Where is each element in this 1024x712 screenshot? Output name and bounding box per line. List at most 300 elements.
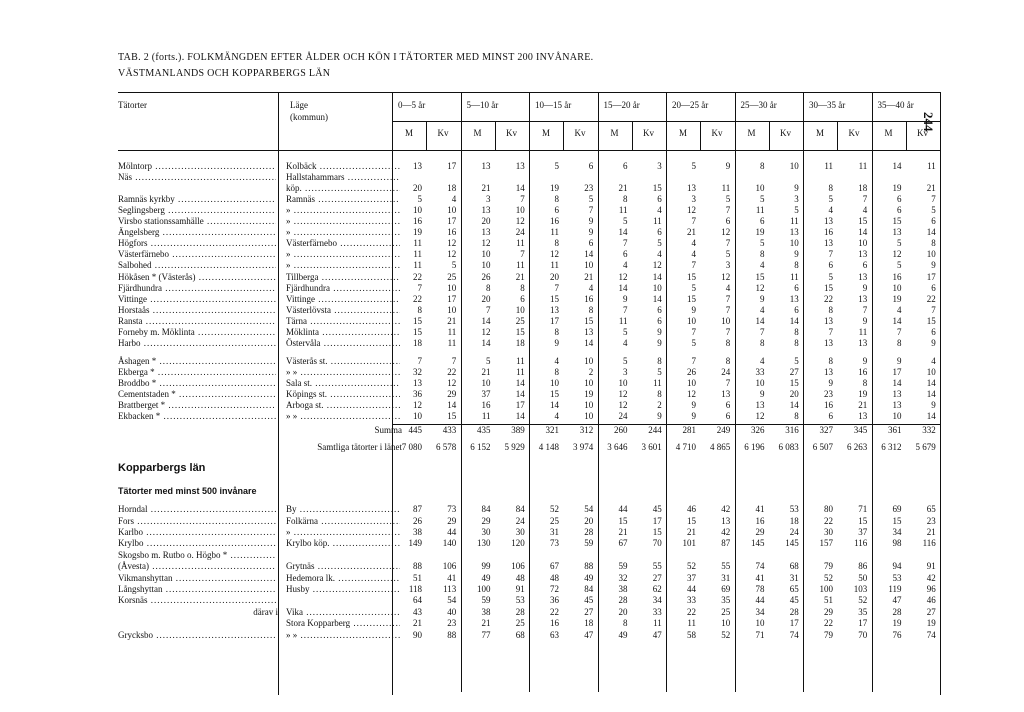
row-place: Skogsbo m. Rutbo o. Högbo * ..... (118, 550, 276, 561)
row-value: 38 (481, 606, 491, 617)
row-value: 15 (550, 293, 559, 304)
row-value: 12 (447, 238, 457, 249)
row-value: 9 (931, 337, 936, 348)
row-value: 19 (892, 183, 902, 194)
row-value: 74 (926, 629, 936, 640)
row-value: 13 (824, 315, 833, 326)
row-value: 5 (451, 260, 457, 271)
row-value: 4 (897, 304, 902, 315)
row-value: 8 (862, 377, 868, 388)
row-comm: Vika ..... (286, 607, 400, 618)
row-value: 15 (413, 326, 422, 337)
row-value: 28 (584, 526, 594, 537)
row-value: 7 (691, 260, 696, 271)
row-value: 91 (926, 561, 936, 572)
age-group-header: 0—5 år (398, 100, 426, 110)
row-value: 31 (550, 526, 559, 537)
row-value: 113 (443, 583, 457, 594)
row-value: 11 (687, 618, 696, 629)
row-value: 6 (931, 282, 936, 293)
row-value: 6 (725, 411, 731, 422)
row-value: 14 (858, 227, 868, 238)
row-value: 11 (824, 161, 833, 171)
row-value: 49 (618, 629, 628, 640)
row-value: 7 (725, 238, 731, 249)
row-value: 14 (926, 411, 936, 422)
body-sep-comm (392, 150, 393, 695)
row-value: 13 (824, 366, 833, 377)
row-value: 9 (760, 389, 765, 399)
row-value: 24 (721, 366, 731, 377)
row-value: 10 (515, 304, 525, 315)
row-place: Mölntorp ..... (118, 161, 276, 172)
summary-value: 3 974 (573, 442, 594, 453)
row-value: 69 (892, 504, 902, 515)
row-value: 9 (760, 293, 765, 304)
row-value: 21 (481, 183, 491, 194)
group-sep (872, 92, 873, 692)
table-row (0, 411, 1024, 422)
row-value: 13 (789, 227, 799, 238)
row-value: 9 (931, 400, 936, 411)
row-value: 36 (550, 595, 559, 606)
row-value: 74 (755, 561, 765, 572)
summary-value: 345 (853, 425, 868, 436)
row-value: 86 (858, 561, 868, 572)
row-value: 31 (789, 572, 799, 583)
row-comm: Fjärdhundra ..... (286, 283, 400, 294)
row-value: 13 (515, 161, 525, 171)
row-value: 21 (926, 526, 936, 537)
row-comm: » ..... (286, 227, 400, 238)
table-row (0, 327, 1024, 338)
row-value: 8 (554, 326, 559, 337)
table-row (0, 527, 1024, 538)
row-value: 19 (892, 618, 902, 629)
row-value: 33 (652, 606, 662, 617)
row-value: 14 (550, 400, 559, 411)
table-row (0, 516, 1024, 527)
row-value: 29 (481, 515, 491, 526)
row-value: 18 (447, 183, 457, 194)
group-sep (803, 92, 804, 692)
row-value: 19 (584, 389, 594, 399)
row-value: 13 (789, 293, 799, 304)
row-value: 5 (828, 271, 833, 282)
row-value: 28 (892, 606, 902, 617)
row-value: 2 (657, 400, 662, 411)
row-value: 13 (892, 400, 902, 411)
table-row (0, 283, 1024, 294)
row-value: 73 (447, 504, 457, 515)
row-value: 12 (687, 205, 696, 216)
row-value: 7 (931, 304, 936, 315)
row-value: 13 (584, 326, 594, 337)
table-row (0, 338, 1024, 349)
row-comm: » ..... (286, 249, 400, 260)
row-value: 15 (892, 216, 902, 227)
row-value: 54 (584, 504, 594, 515)
table-row (0, 216, 1024, 227)
row-place: Forneby m. Möklinta ..... (118, 327, 276, 338)
row-value: 29 (447, 389, 457, 399)
row-value: 52 (550, 504, 559, 515)
header-m: M (541, 128, 550, 138)
table-row (0, 356, 1024, 367)
row-value: 145 (785, 538, 799, 549)
row-value: 11 (516, 355, 525, 366)
row-value: 21 (447, 315, 457, 326)
row-comm: Hedemora lk. ..... (286, 573, 400, 584)
row-value: 11 (653, 377, 662, 388)
summary-value: 3 601 (641, 442, 662, 453)
row-comm: » ..... (286, 205, 400, 216)
row-value: 8 (828, 183, 833, 194)
row-value: 3 (725, 260, 731, 271)
row-value: 5 (691, 161, 696, 171)
row-value: 50 (858, 572, 868, 583)
row-value: 11 (790, 216, 799, 227)
row-value: 14 (481, 315, 491, 326)
row-comm: Arboga st. ..... (286, 400, 400, 411)
row-value: 27 (789, 366, 799, 377)
row-value: 10 (584, 355, 594, 366)
row-value: 3 (657, 161, 662, 171)
row-value: 84 (584, 583, 594, 594)
row-value: 14 (584, 337, 594, 348)
row-value: 15 (550, 389, 559, 399)
age-group-header: 30—35 år (809, 100, 846, 110)
row-value: 21 (515, 271, 525, 282)
mkv-sep (426, 121, 427, 150)
summary-value: 6 152 (470, 442, 491, 453)
row-value: 62 (652, 583, 662, 594)
row-value: 13 (413, 377, 422, 388)
row-value: 22 (824, 293, 833, 304)
row-value: 17 (447, 293, 457, 304)
row-value: 15 (447, 411, 457, 422)
row-value: 11 (516, 366, 525, 377)
row-value: 14 (618, 227, 628, 238)
header-comm-line1: Läge (290, 100, 308, 110)
row-value: 8 (623, 618, 628, 629)
header-m: M (884, 128, 893, 138)
row-value: 54 (447, 595, 457, 606)
row-value: 68 (515, 629, 525, 640)
row-value: 87 (721, 538, 731, 549)
row-value: 73 (550, 538, 559, 549)
row-comm: » ..... (286, 527, 400, 538)
row-value: 15 (584, 315, 594, 326)
row-value: 17 (515, 400, 525, 411)
row-value: 11 (516, 260, 525, 271)
row-value: 8 (760, 249, 765, 260)
summary-value: 6 507 (812, 442, 833, 453)
row-value: 20 (789, 389, 799, 399)
row-value: 8 (794, 411, 799, 422)
summary-label: Samtliga tätorter i länet (317, 442, 402, 453)
mkv-sep (837, 121, 838, 150)
summary-value: 6 312 (881, 442, 902, 453)
row-value: 11 (481, 411, 491, 422)
row-value: 10 (481, 249, 491, 260)
row-value: 11 (618, 205, 628, 216)
row-value: 10 (481, 260, 491, 271)
table-right-edge (940, 92, 941, 695)
summa-rule (392, 424, 940, 425)
row-value: 6 (623, 249, 628, 260)
row-value: 10 (789, 161, 799, 171)
header-kv: Kv (437, 128, 449, 138)
summary-value: 361 (888, 425, 902, 436)
row-value: 48 (515, 572, 525, 583)
row-value: 14 (618, 282, 628, 293)
row-value: 4 (588, 282, 594, 293)
row-place: Krylbo ..... (118, 538, 276, 549)
row-value: 5 (691, 282, 696, 293)
row-value: 84 (481, 504, 491, 515)
row-value: 15 (687, 271, 696, 282)
row-value: 47 (584, 629, 594, 640)
row-value: 19 (755, 227, 765, 238)
row-value: 8 (657, 389, 662, 399)
row-place: Ekberga * ..... (118, 367, 276, 378)
row-value: 12 (618, 389, 628, 399)
row-value: 5 (725, 194, 731, 205)
row-value: 22 (926, 293, 936, 304)
row-value: 32 (413, 366, 422, 377)
row-value: 22 (687, 606, 696, 617)
row-value: 15 (926, 315, 936, 326)
row-value: 19 (926, 618, 936, 629)
row-place: Grycksbo ..... (118, 630, 276, 641)
row-value: 71 (755, 629, 765, 640)
row-comm: Grytnäs ..... (286, 561, 400, 572)
row-value: 9 (794, 183, 799, 194)
row-value: 11 (413, 249, 422, 260)
row-value: 21 (584, 271, 594, 282)
row-value: 8 (760, 161, 765, 171)
row-value: 55 (652, 561, 662, 572)
row-value: 12 (721, 271, 731, 282)
row-comm: Krylbo köp. ..... (286, 538, 400, 549)
row-value: 10 (755, 183, 765, 194)
row-value: 23 (824, 389, 833, 399)
row-value: 10 (721, 315, 731, 326)
row-value: 7 (520, 249, 525, 260)
row-value: 5 (725, 249, 731, 260)
row-value: 52 (824, 572, 833, 583)
row-value: 18 (413, 337, 422, 348)
row-comm: » » ..... (286, 367, 400, 378)
row-value: 15 (789, 377, 799, 388)
row-value: 18 (584, 618, 594, 629)
row-value: 4 (931, 355, 936, 366)
row-value: 10 (755, 377, 765, 388)
row-value: 22 (413, 293, 422, 304)
row-value: 119 (888, 583, 902, 594)
row-value: 55 (721, 561, 731, 572)
row-value: 23 (926, 515, 936, 526)
row-value: 16 (481, 400, 491, 411)
row-value: 79 (824, 629, 833, 640)
row-value: 58 (687, 629, 696, 640)
row-value: 10 (926, 249, 936, 260)
summary-value: 7 080 (401, 442, 422, 453)
row-value: 36 (413, 389, 422, 399)
row-value: 11 (447, 326, 457, 337)
row-value: 21 (481, 366, 491, 377)
row-value: 7 (691, 355, 696, 366)
header-m: M (747, 128, 756, 138)
row-value: 17 (447, 161, 457, 171)
header-kv: Kv (780, 128, 791, 138)
row-value: 52 (858, 595, 868, 606)
table-subtitle: VÄSTMANLANDS OCH KOPPARBERGS LÄN (118, 68, 331, 79)
row-value: 34 (755, 606, 765, 617)
summary-value: 5 929 (504, 442, 525, 453)
row-comm: Västerfärnebo ..... (286, 238, 400, 249)
row-value: 30 (515, 526, 525, 537)
header-kv: Kv (506, 128, 517, 138)
header-m: M (678, 128, 687, 138)
table-row (0, 607, 1024, 618)
row-value: 6 (657, 304, 662, 315)
row-value: 5 (794, 205, 799, 216)
row-value: 43 (413, 606, 422, 617)
row-value: 88 (584, 561, 594, 572)
row-value: 71 (858, 504, 868, 515)
table-row (0, 294, 1024, 305)
row-value: 6 (554, 205, 559, 216)
row-value: 52 (721, 629, 731, 640)
row-value: 100 (477, 583, 491, 594)
row-value: 15 (755, 271, 765, 282)
row-value: 14 (584, 249, 594, 260)
row-value: 10 (447, 304, 457, 315)
table-row (0, 630, 1024, 641)
row-value: 17 (926, 271, 936, 282)
row-value: 12 (721, 227, 731, 238)
row-value: 46 (926, 595, 936, 606)
row-value: 103 (853, 583, 868, 594)
row-place: Fors ..... (118, 516, 276, 527)
row-value: 13 (550, 304, 559, 315)
row-value: 79 (824, 561, 833, 572)
row-value: 7 (623, 238, 628, 249)
row-value: 9 (828, 377, 833, 388)
row-value: 4 (691, 238, 696, 249)
row-value: 13 (721, 389, 731, 399)
row-value: 4 (451, 194, 457, 205)
row-comm: köp. ..... (286, 183, 400, 194)
row-value: 44 (447, 526, 457, 537)
summary-value: 281 (682, 425, 696, 436)
row-value: 12 (515, 216, 525, 227)
row-value: 5 (897, 260, 902, 271)
row-value: 11 (413, 260, 422, 271)
row-value: 9 (691, 304, 696, 315)
header-m: M (473, 128, 482, 138)
row-value: 5 (623, 216, 628, 227)
row-value: 15 (413, 315, 422, 326)
row-value: 21 (687, 227, 696, 238)
row-place: Ekbacken * ..... (118, 411, 276, 422)
row-value: 10 (789, 238, 799, 249)
row-value: 13 (858, 249, 868, 260)
row-value: 5 (623, 355, 628, 366)
row-value: 6 (931, 326, 936, 337)
row-comm: Möklinta ..... (286, 327, 400, 338)
row-value: 29 (447, 515, 457, 526)
row-value: 77 (481, 629, 491, 640)
row-value: 28 (618, 595, 628, 606)
row-value: 19 (413, 227, 422, 238)
row-value: 5 (931, 205, 936, 216)
row-value: 11 (618, 315, 628, 326)
row-place: Karlbo ..... (118, 527, 276, 538)
row-value: 13 (687, 183, 696, 194)
row-value: 19 (892, 293, 902, 304)
row-value: 70 (652, 538, 662, 549)
row-value: 10 (687, 377, 696, 388)
summary-value: 6 578 (436, 442, 457, 453)
row-value: 4 (725, 282, 731, 293)
table-row (0, 504, 1024, 515)
row-value: 11 (858, 326, 868, 337)
row-comm: » » ..... (286, 411, 400, 422)
row-value: 9 (657, 326, 662, 337)
header-comm-line2: (kommun) (290, 112, 328, 122)
row-value: 32 (618, 572, 628, 583)
row-value: 15 (892, 515, 902, 526)
row-value: 12 (447, 377, 457, 388)
row-value: 8 (794, 260, 799, 271)
row-value: 14 (515, 389, 525, 399)
row-value: 47 (652, 629, 662, 640)
row-place: Fjärdhundra ..... (118, 283, 276, 294)
row-value: 9 (862, 282, 868, 293)
summary-value: 244 (648, 425, 662, 436)
row-value: 6 (897, 194, 902, 205)
table-row (0, 573, 1024, 584)
row-comm: Tärna ..... (286, 316, 400, 327)
row-value: 14 (892, 161, 902, 171)
row-value: 45 (652, 504, 662, 515)
row-value: 37 (481, 389, 491, 399)
section-title: Kopparbergs län (118, 462, 206, 475)
row-place: Västerfärnebo ..... (118, 249, 276, 260)
row-value: 38 (618, 583, 628, 594)
table-row (0, 367, 1024, 378)
row-value: 13 (755, 400, 765, 411)
row-value: 14 (926, 389, 936, 399)
row-value: 120 (511, 538, 525, 549)
row-place: Seglingsberg ..... (118, 205, 276, 216)
age-group-header: 20—25 år (672, 100, 709, 110)
row-value: 74 (789, 629, 799, 640)
row-value: 4 (760, 355, 765, 366)
row-value: 35 (858, 606, 868, 617)
row-value: 3 (794, 194, 799, 205)
row-value: 5 (657, 366, 662, 377)
row-value: 78 (755, 583, 765, 594)
row-value: 49 (584, 572, 594, 583)
row-value: 99 (481, 561, 491, 572)
summary-value: 6 263 (847, 442, 868, 453)
mkv-sep (769, 121, 770, 150)
row-value: 16 (824, 227, 833, 238)
